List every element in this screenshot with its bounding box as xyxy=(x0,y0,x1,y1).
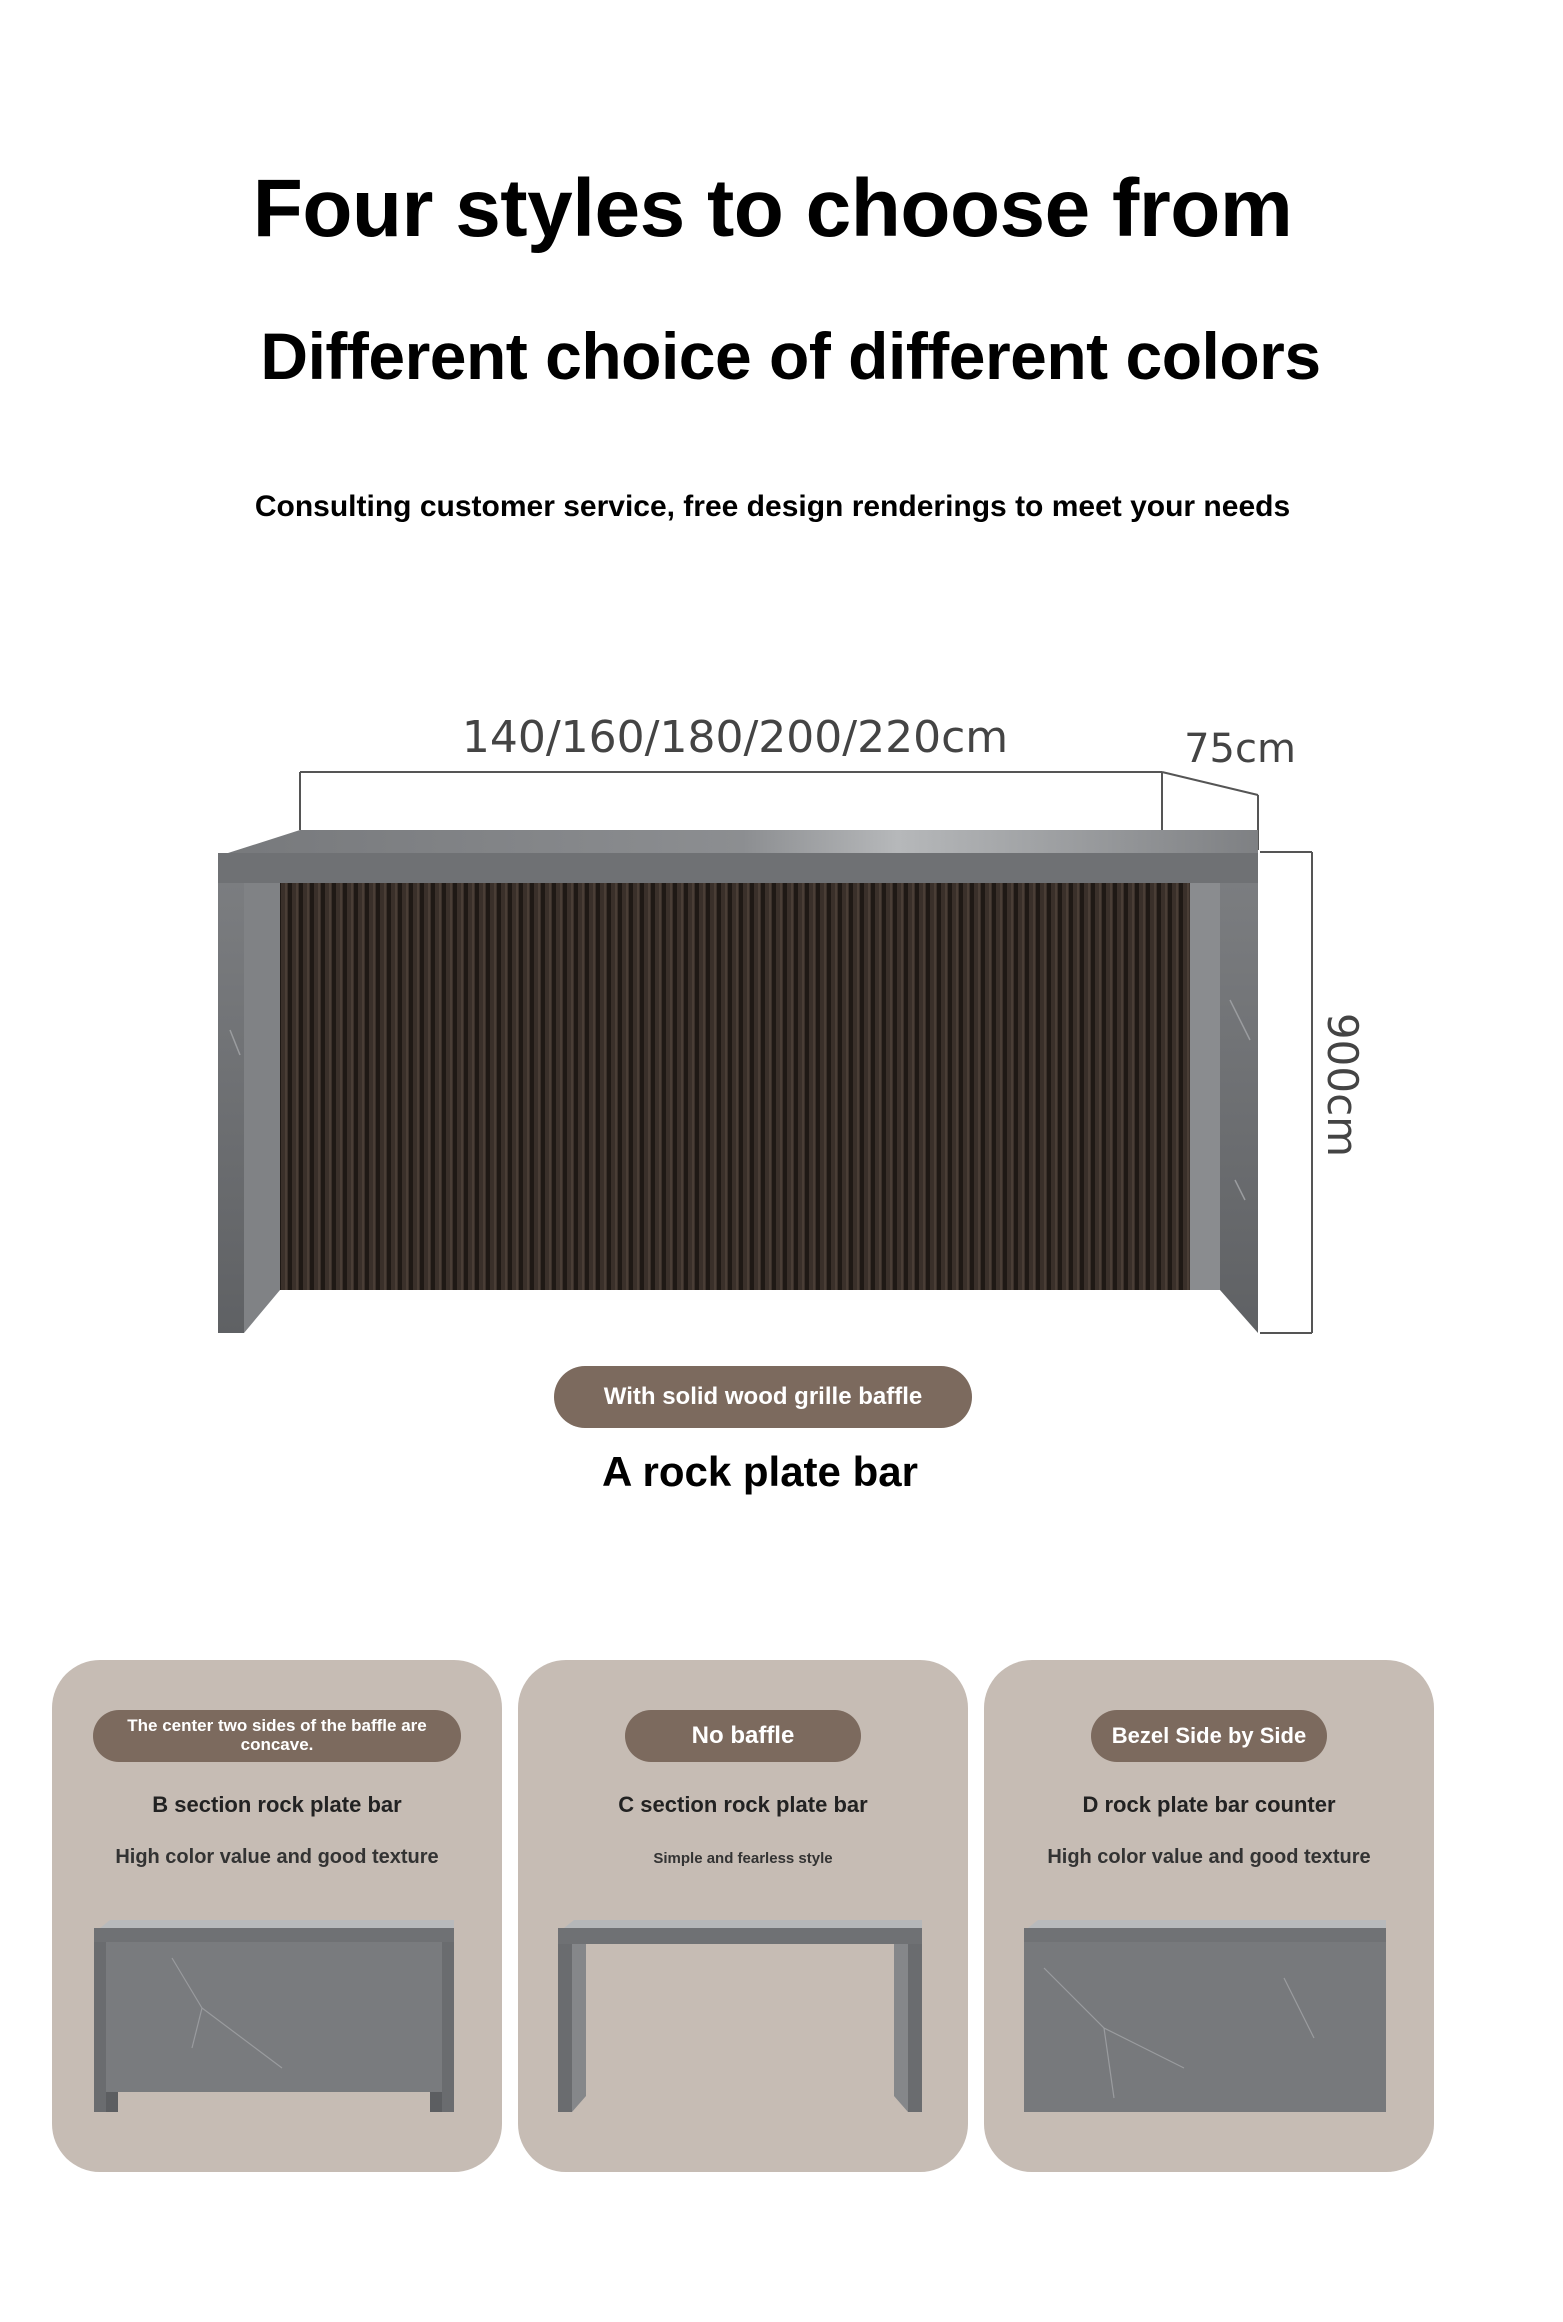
card-badge: The center two sides of the baffle are concave. xyxy=(93,1710,461,1762)
card-title: D rock plate bar counter xyxy=(1082,1792,1336,1817)
bar-b-illustration xyxy=(52,1918,502,2118)
height-dimension-label: 900cm xyxy=(1318,1012,1367,1158)
bar-a-illustration xyxy=(200,700,1367,1350)
product-name: A rock plate bar xyxy=(602,1448,918,1495)
card-subtitle: High color value and good texture xyxy=(1047,1846,1371,1868)
left-side-inner xyxy=(244,883,280,1333)
service-tagline: Consulting customer service, free design renderings to meet your needs xyxy=(254,490,1291,523)
card-badge: No baffle xyxy=(625,1710,861,1762)
card-subtitle: Simple and fearless style xyxy=(653,1850,833,1867)
left-side-panel xyxy=(218,883,244,1333)
depth-dimension-label: 75cm xyxy=(1184,726,1296,772)
card-title: B section rock plate bar xyxy=(152,1792,402,1817)
feature-badge: With solid wood grille baffle xyxy=(554,1366,972,1428)
style-card-d[interactable] xyxy=(984,1660,1434,2172)
bar-d-illustration xyxy=(984,1918,1434,2118)
page-title: Four styles to choose from xyxy=(252,163,1293,254)
card-badge: Bezel Side by Side xyxy=(1091,1710,1327,1762)
card-title: C section rock plate bar xyxy=(618,1792,868,1817)
page-subtitle: Different choice of different colors xyxy=(260,319,1321,393)
countertop xyxy=(228,830,1258,853)
length-dimension-label: 140/160/180/200/220cm xyxy=(461,712,1009,763)
style-card-c[interactable] xyxy=(518,1660,968,2172)
card-subtitle: High color value and good texture xyxy=(115,1846,439,1868)
bar-c-illustration xyxy=(518,1918,968,2118)
right-side-panel xyxy=(1220,883,1258,1333)
style-card-b[interactable] xyxy=(52,1660,502,2172)
depth-dimension-line xyxy=(1162,772,1258,795)
counter-top-edge xyxy=(218,853,1258,883)
right-side-inner xyxy=(1190,883,1220,1290)
grille-baffle xyxy=(280,883,1220,1290)
